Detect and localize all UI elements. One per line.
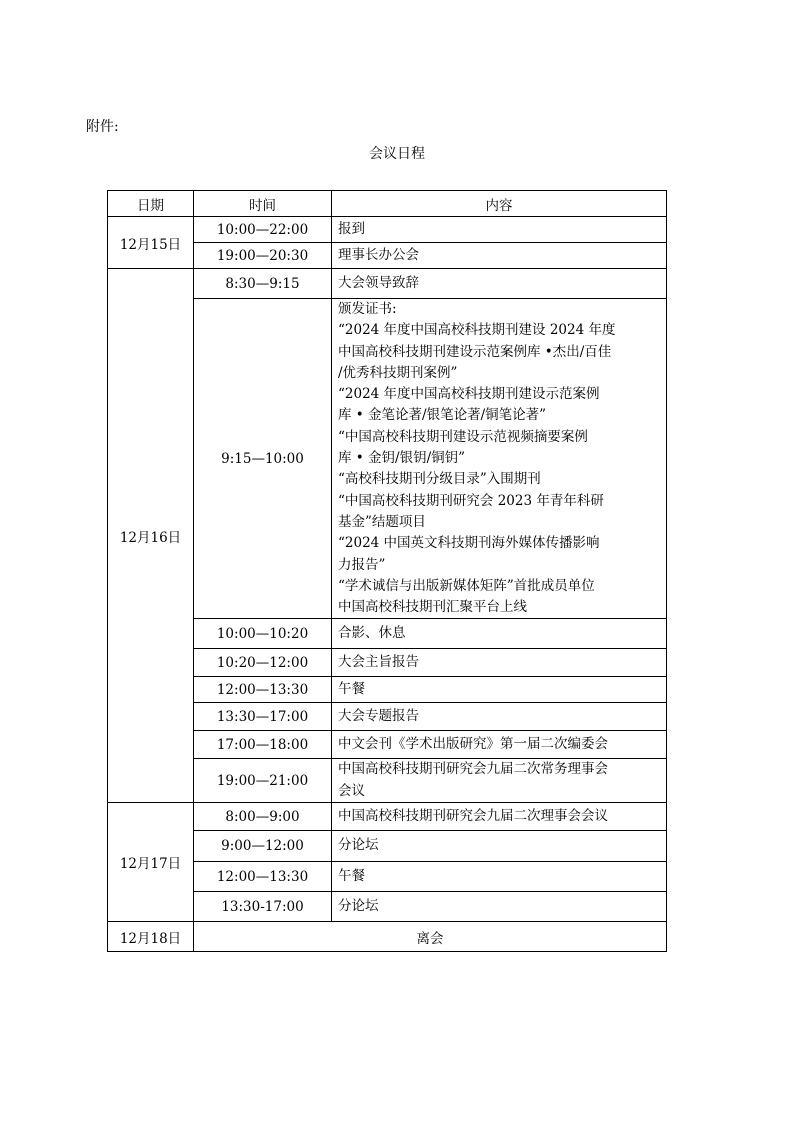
schedule-table <box>107 190 667 952</box>
content-line: /优秀科技期刊案例” <box>338 364 458 381</box>
content-line: 基金”结题项目 <box>338 513 426 530</box>
content-line: 合影、休息 <box>338 625 406 642</box>
schedule-body <box>108 217 667 952</box>
content-line: 会议 <box>338 782 365 799</box>
content-cell <box>332 892 667 922</box>
content-line: “学术诚信与出版新媒体矩阵”首批成员单位 <box>338 577 595 594</box>
content-line: 分论坛 <box>338 897 379 914</box>
content-cell <box>332 217 667 243</box>
content-cell <box>332 299 667 619</box>
content-line: 力报告” <box>338 556 386 573</box>
content-line: 中国高校科技期刊汇聚平台上线 <box>338 599 527 616</box>
content-cell <box>332 677 667 703</box>
content-line: 分论坛 <box>338 837 379 854</box>
content-cell <box>332 862 667 892</box>
header-time: 时间 <box>194 191 332 217</box>
content-line: “2024 年度中国高校科技期刊建设 2024 年度 <box>338 322 616 339</box>
table-row <box>108 217 667 243</box>
content-line: 中国高校科技期刊研究会九届二次常务理事会 <box>338 761 608 778</box>
header-content: 内容 <box>332 191 667 217</box>
time-cell: 10:00—22:00 <box>194 217 332 243</box>
time-cell: 17:00—18:00 <box>194 731 332 759</box>
content-line: 报到 <box>338 220 365 237</box>
table-row <box>108 269 667 299</box>
content-line: 颁发证书: <box>338 301 397 317</box>
content-cell <box>332 759 667 803</box>
content-cell <box>332 731 667 759</box>
date-cell: 12月16日 <box>108 269 194 803</box>
content-line: 理事长办公会 <box>338 246 419 263</box>
content-line: 大会主旨报告 <box>338 654 419 671</box>
content-line: 中国高校科技期刊研究会九届二次理事会会议 <box>338 807 608 824</box>
time-cell: 12:00—13:30 <box>194 677 332 703</box>
time-cell: 12:00—13:30 <box>194 862 332 892</box>
content-cell <box>332 619 667 649</box>
time-cell: 8:30—9:15 <box>194 269 332 299</box>
content-cell <box>332 269 667 299</box>
time-cell: 8:00—9:00 <box>194 803 332 831</box>
time-cell: 10:00—10:20 <box>194 619 332 649</box>
time-cell: 9:15—10:00 <box>194 299 332 619</box>
table-row <box>108 922 667 952</box>
content-line: “中国高校科技期刊建设示范视频摘要案例 <box>338 428 588 445</box>
content-line: 大会专题报告 <box>338 708 419 725</box>
date-cell: 12月18日 <box>108 922 194 952</box>
content-line: “中国高校科技期刊研究会 2023 年青年科研 <box>338 492 604 509</box>
date-cell: 12月15日 <box>108 217 194 269</box>
time-cell: 19:00—20:30 <box>194 243 332 269</box>
content-cell <box>332 243 667 269</box>
content-cell <box>332 831 667 862</box>
time-cell: 19:00—21:00 <box>194 759 332 803</box>
time-cell: 9:00—12:00 <box>194 831 332 862</box>
header-date: 日期 <box>108 191 194 217</box>
page-title: 会议日程 <box>369 146 425 162</box>
content-cell <box>332 703 667 731</box>
content-line: 午餐 <box>338 867 365 884</box>
time-cell: 13:30—17:00 <box>194 703 332 731</box>
content-line: “2024 中国英文科技期刊海外媒体传播影响 <box>338 535 600 552</box>
time-cell: 13:30-17:00 <box>194 892 332 922</box>
content-line: 中国高校科技期刊建设示范案例库 •杰出/百佳 <box>338 343 612 360</box>
content-line: “2024 年度中国高校科技期刊建设示范案例 <box>338 386 600 403</box>
time-cell: 10:20—12:00 <box>194 649 332 677</box>
date-cell: 12月17日 <box>108 803 194 922</box>
table-header-row <box>108 191 667 217</box>
attachment-label: 附件: <box>86 119 119 135</box>
departure-cell: 离会 <box>194 922 667 952</box>
content-cell <box>332 803 667 831</box>
table-row <box>108 803 667 831</box>
content-line: “高校科技期刊分级目录”入围期刊 <box>338 471 541 488</box>
content-cell <box>332 649 667 677</box>
content-line: 库 • 金笔论著/银笔论著/铜笔论著” <box>338 407 547 424</box>
content-line: 库 • 金钥/银钥/铜钥” <box>338 450 466 467</box>
content-line: 大会领导致辞 <box>338 274 419 291</box>
content-line: 午餐 <box>338 681 365 698</box>
content-line: 中文会刊《学术出版研究》第一届二次编委会 <box>338 736 608 753</box>
